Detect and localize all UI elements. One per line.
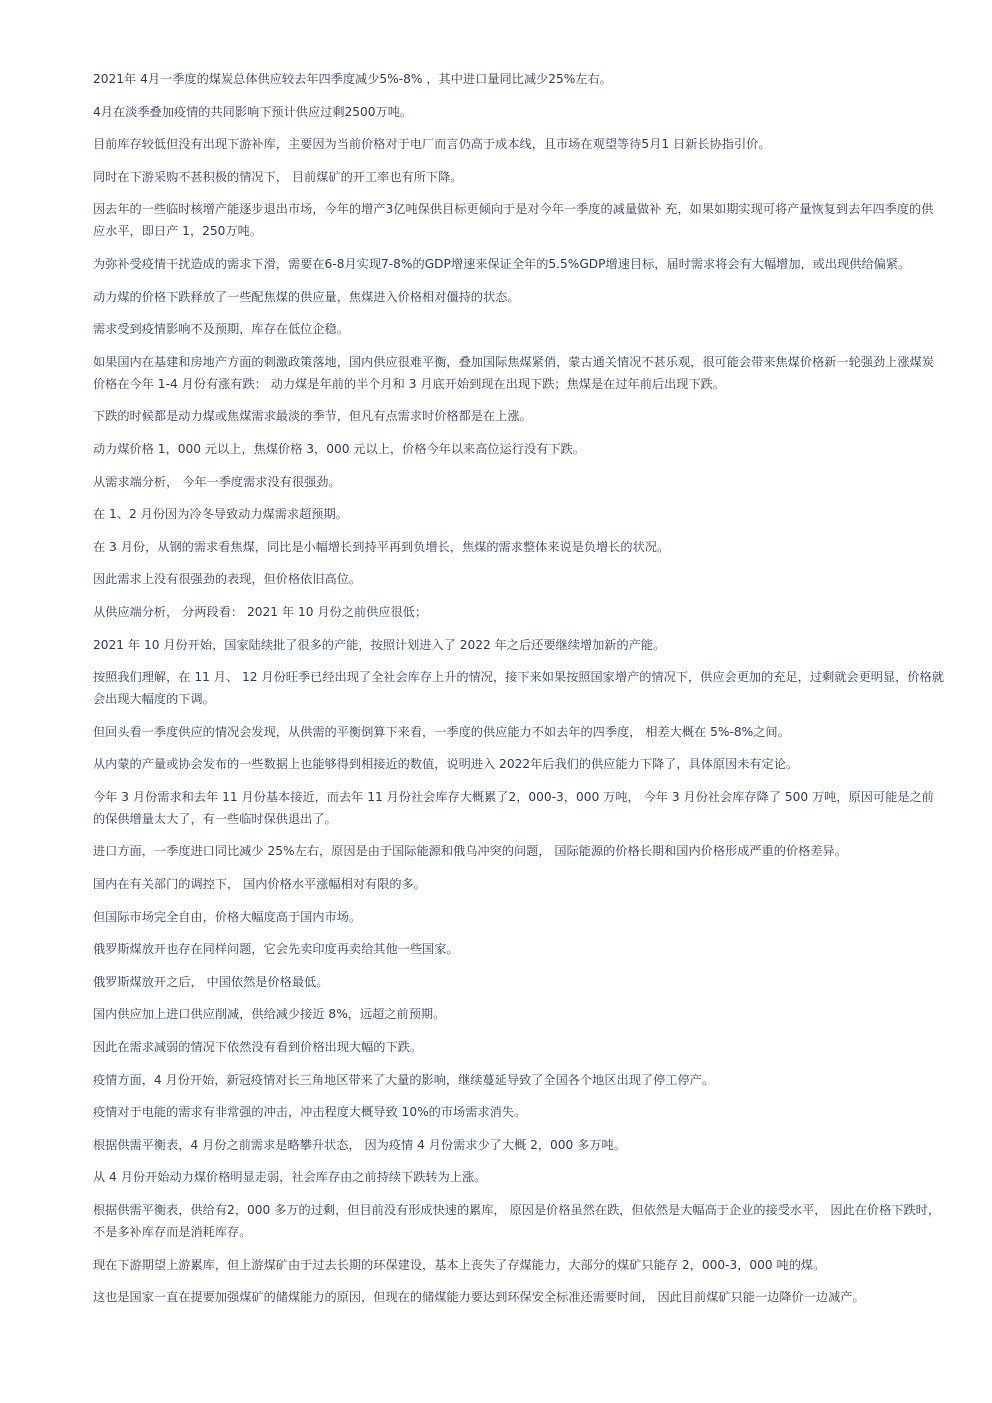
paragraph: 在 1、2 月份因为冷冬导致动力煤需求超预期。 — [93, 507, 348, 522]
paragraph: 目前库存较低但没有出现下游补库，主要因为当前价格对于电厂而言仍高于成本线，且市场在观望等待5月1 日新长协指引价。 — [93, 137, 771, 152]
paragraph: 但回头看一季度供应的情况会发现，从供需的平衡倒算下来看，一季度的供应能力不如去年的四季度， 相差大概在 5%-8%之间。 — [93, 724, 790, 739]
paragraph: 同时在下游采购不甚积极的情况下， 目前煤矿的开工率也有所下降。 — [93, 169, 463, 184]
paragraph: 动力煤价格 1，000 元以上，焦煤价格 3，000 元以上，价格今年以来高位运行没有下跌。 — [93, 441, 585, 456]
paragraph: 从需求端分析， 今年一季度需求没有很强劲。 — [93, 474, 341, 489]
paragraph: 动力煤的价格下跌释放了一些配焦煤的供应量，焦煤进入价格相对僵持的状态。 — [93, 289, 520, 304]
paragraph: 这也是国家一直在提要加强煤矿的储煤能力的原因，但现在的储煤能力要达到环保安全标准还需要时间， 因此目前煤矿只能一边降价一边减产。 — [93, 1290, 865, 1305]
paragraph: 疫情对于电能的需求有非常强的冲击，冲击程度大概导致 10%的市场需求消失。 — [93, 1105, 527, 1120]
paragraph: 按照我们理解，在 11 月、 12 月份旺季已经出现了全社会库存上升的情况，接下来如果按照国家增产的情况下，供应会更加的充足，过剩就会更明显，价格就会出现大幅度的下调。 — [93, 670, 944, 707]
paragraph: 因去年的一些临时核增产能逐步退出市场，今年的增产3亿吨保供目标更倾向于是对今年一季度的减量做补 充，如果如期实现可将产量恢复到去年四季度的供应水平，即日产 1，250万吨。 — [93, 202, 934, 239]
paragraph: 需求受到疫情影响不及预期，库存在低位企稳。 — [93, 322, 349, 337]
paragraph: 因此在需求减弱的情况下依然没有看到价格出现大幅的下跌。 — [93, 1040, 423, 1055]
paragraph: 根据供需平衡表，供给有2，000 多万的过剩，但目前没有形成快速的累库， 原因是价格虽然在跌，但依然是大幅高于企业的接受水平， 因此在价格下跌时，不是多补库存而是消耗库存。 — [93, 1203, 941, 1239]
paragraph: 从 4 月份开始动力煤价格明显走弱，社会库存由之前持续下跌转为上涨。 — [93, 1170, 487, 1185]
paragraph: 为弥补受疫情干扰造成的需求下滑，需要在6-8月实现7-8%的GDP增速来保证全年的5.5%GDP增速目标，届时需求将会有大幅增加，或出现供给偏紧。 — [93, 256, 911, 271]
paragraph: 但国际市场完全自由，价格大幅度高于国内市场。 — [93, 909, 362, 924]
paragraph: 根据供需平衡表，4 月份之前需求是略攀升状态， 因为疫情 4 月份需求少了大概 2，000 多万吨。 — [93, 1137, 626, 1152]
paragraph: 从内蒙的产量或协会发布的一些数据上也能够得到相接近的数值，说明进入 2022年后我们的供应能力下降了，具体原因未有定论。 — [93, 757, 799, 772]
paragraph: 进口方面，一季度进口同比减少 25%左右，原因是由于国际能源和俄乌冲突的问题， 国际能源的价格长期和国内价格形成严重的价格差异。 — [93, 844, 847, 859]
paragraph: 俄罗斯煤放开之后， 中国依然是价格最低。 — [93, 974, 329, 989]
paragraph: 2021 年 10 月份开始，国家陆续批了很多的产能，按照计划进入了 2022 年之后还要继续增加新的产能。 — [93, 637, 666, 652]
paragraph: 今年 3 月份需求和去年 11 月份基本接近，而去年 11 月份社会库存大概累了2，000-3，000 万吨， 今年 3 月份社会库存降了 500 万吨，原因可能是之前的保供增量太大了，有一些临时保供退出了。 — [93, 789, 934, 826]
paragraph: 因此需求上没有很强劲的表现，但价格依旧高位。 — [93, 572, 362, 587]
document-body — [93, 68, 945, 1319]
paragraph: 现在下游期望上游累库，但上游煤矿由于过去长期的环保建设，基本上丧失了存煤能力，大部分的煤矿只能存 2，000-3，000 吨的煤。 — [93, 1257, 826, 1272]
paragraph: 从供应端分析， 分两段看： 2021 年 10 月份之前供应很低； — [93, 604, 428, 619]
paragraph: 俄罗斯煤放开也存在同样问题，它会先卖印度再卖给其他一些国家。 — [93, 942, 459, 957]
paragraph: 2021年 4月一季度的煤炭总体供应较去年四季度减少5%-8% ，其中进口量同比减少25%左右。 — [93, 72, 612, 86]
paragraph: 4月在淡季叠加疫情的共同影响下预计供应过剩2500万吨。 — [93, 104, 413, 119]
paragraph: 国内供应加上进口供应削减，供给减少接近 8%，远超之前预期。 — [93, 1007, 446, 1022]
paragraph: 在 3 月份，从钢的需求看焦煤，同比是小幅增长到持平再到负增长，焦煤的需求整体来说是负增长的状况。 — [93, 539, 670, 554]
paragraph: 国内在有关部门的调控下， 国内价格水平涨幅相对有限的多。 — [93, 877, 426, 892]
paragraph: 如果国内在基建和房地产方面的刺激政策落地，国内供应很难平衡，叠加国际焦煤紧俏，蒙古通关情况不甚乐观，很可能会带来焦煤价格新一轮强劲上涨煤炭价格在今年 1-4 月份有涨有跌： 动力煤是年前的半个月和 3 月底开始到现在出现下跌；焦煤是在过年前后出现下跌。 — [93, 354, 934, 391]
paragraph: 疫情方面，4 月份开始，新冠疫情对长三角地区带来了大量的影响，继续蔓延导致了全国各个地区出现了停工停产。 — [93, 1072, 715, 1087]
paragraph: 下跌的时候都是动力煤或焦煤需求最淡的季节，但凡有点需求时价格都是在上涨。 — [93, 409, 532, 424]
